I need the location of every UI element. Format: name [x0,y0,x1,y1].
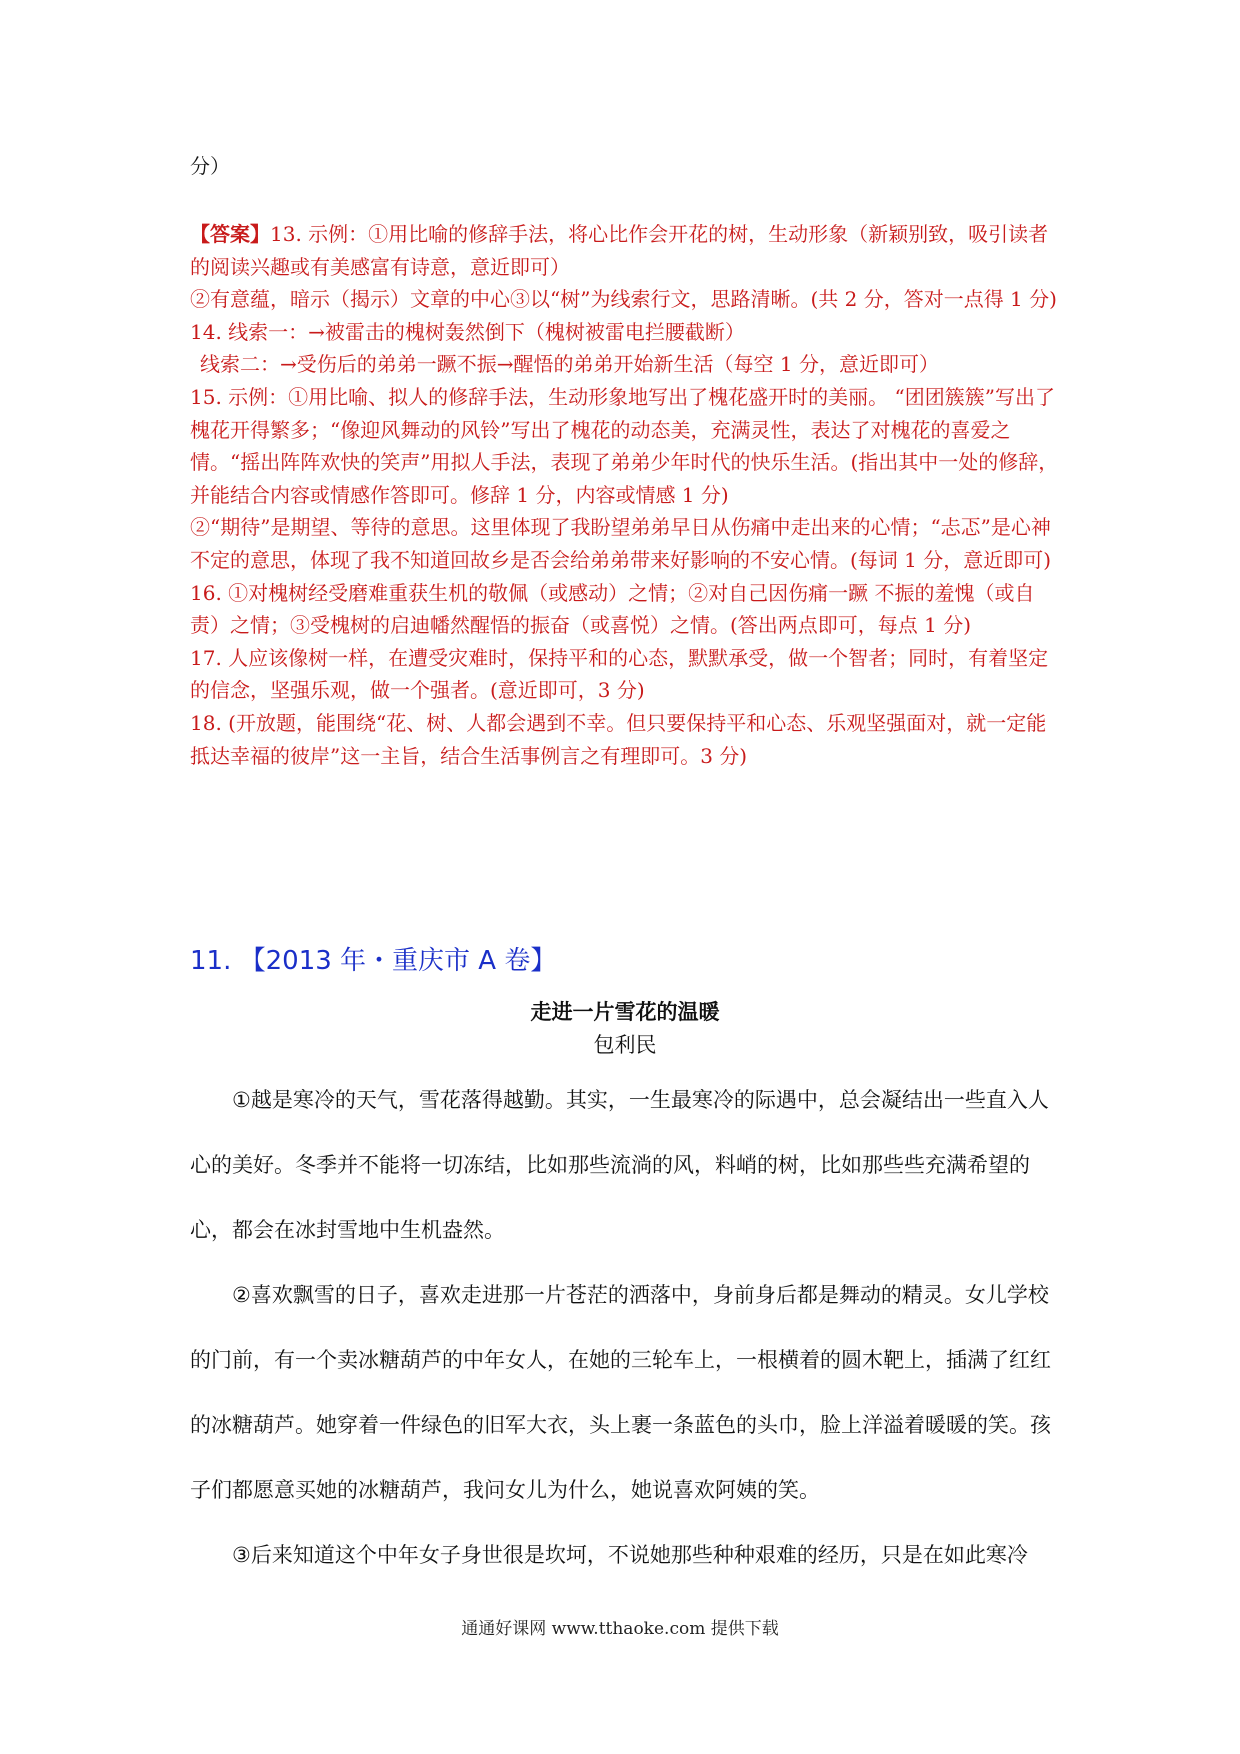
answer-tag: 【答案】 [190,222,270,246]
answer-item-18: 18. (开放题，能围绕“花、树、人都会遇到不幸。但只要保持平和心态、乐观坚强面对，就一定能抵达幸福的彼岸”这一主旨，结合生活事例言之有理即可。3 分) [190,710,1047,768]
answer-item-13a: 【答案】13. 示例：①用比喻的修辞手法，将心比作会开花的树，生动形象（新颖别致，吸引读者的阅读兴趣或有美感富有诗意，意近即可） [190,222,1049,279]
answer-item-16: 16. ①对槐树经受磨难重获生机的敬佩（或感动）之情；②对自己因伤痛一蹶 不振的羞愧（或自责）之情；③受槐树的启迪幡然醒悟的振奋（或喜悦）之情。(答出两点即可，每点 1 分) [190,580,1035,638]
article-paragraph-2: ②喜欢飘雪的日子，喜欢走进那一片苍茫的洒落中，身前身后都是舞动的精灵。女儿学校的门前，有一个卖冰糖葫芦的中年女人，在她的三轮车上，一根横着的圆木靶上，插满了红红的冰糖葫芦。她穿着一件绿色的旧军大衣，头上裹一条蓝色的头巾，脸上洋溢着暖暖的笑。孩子们都愿意买她的冰糖葫芦，我问女儿为什么，她说喜欢阿姨的笑。 [190,1283,1051,1502]
article-author: 包利民 [593,1033,657,1057]
answer-item-17: 17. 人应该像树一样，在遭受灾难时，保持平和的心态，默默承受，做一个智者；同时，有着坚定的信念，坚强乐观，做一个强者。(意近即可，3 分) [190,645,1049,703]
page-footer: 通通好课网 www.tthaoke.com 提供下载 [461,1619,779,1639]
article-paragraph-3: ③后来知道这个中年女子身世很是坎坷，不说她那些种种艰难的经历，只是在如此寒冷 [232,1543,1028,1567]
answer-item-15b: ②“期待”是期望、等待的意思。这里体现了我盼望弟弟早日从伤痛中走出来的心情；“忐忑”是心神不定的意思，体现了我不知道回故乡是否会给弟弟带来好影响的不安心情。(每词 1 分，意近即可) [190,515,1052,572]
answer-section [190,218,1060,772]
answer-item-13b: ②有意蕴，暗示（揭示）文章的中心③以“树”为线索行文，思路清晰。(共 2 分，答对一点得 1 分) [190,287,1057,312]
answer-item-14b: 线索二：→受伤后的弟弟一蹶不振→醒悟的弟弟开始新生活（每空 1 分，意近即可） [200,352,939,377]
article-title: 走进一片雪花的温暖 [530,1000,720,1024]
answer-item-15a: 15. 示例：①用比喻、拟人的修辞手法，生动形象地写出了槐花盛开时的美丽。 “团团簇簇”写出了槐花开得繁多；“像迎风舞动的风铃”写出了槐花的动态美，充满灵性，表达了对槐花的喜爱之情。“摇出阵阵欢快的笑声”用拟人手法，表现了弟弟少年时代的快乐生活。(指出其中一处的修辞，并能结合内容或情感作答即可。修辞 1 分，内容或情感 1 分) [190,384,1059,507]
answer-item-14a: 14. 线索一：→被雷击的槐树轰然倒下（槐树被雷电拦腰截断） [190,319,745,344]
section-heading: 11. 【2013 年・重庆市 A 卷】 [190,946,557,976]
article-paragraph-1: ①越是寒冷的天气，雪花落得越勤。其实，一生最寒冷的际遇中，总会凝结出一些直入人心的美好。冬季并不能将一切冻结，比如那些流淌的风，料峭的树，比如那些些充满希望的心，都会在冰封雪地中生机盎然。 [190,1088,1049,1242]
article-body [190,1068,1060,1588]
previous-question-fragment: 分） [190,154,230,178]
